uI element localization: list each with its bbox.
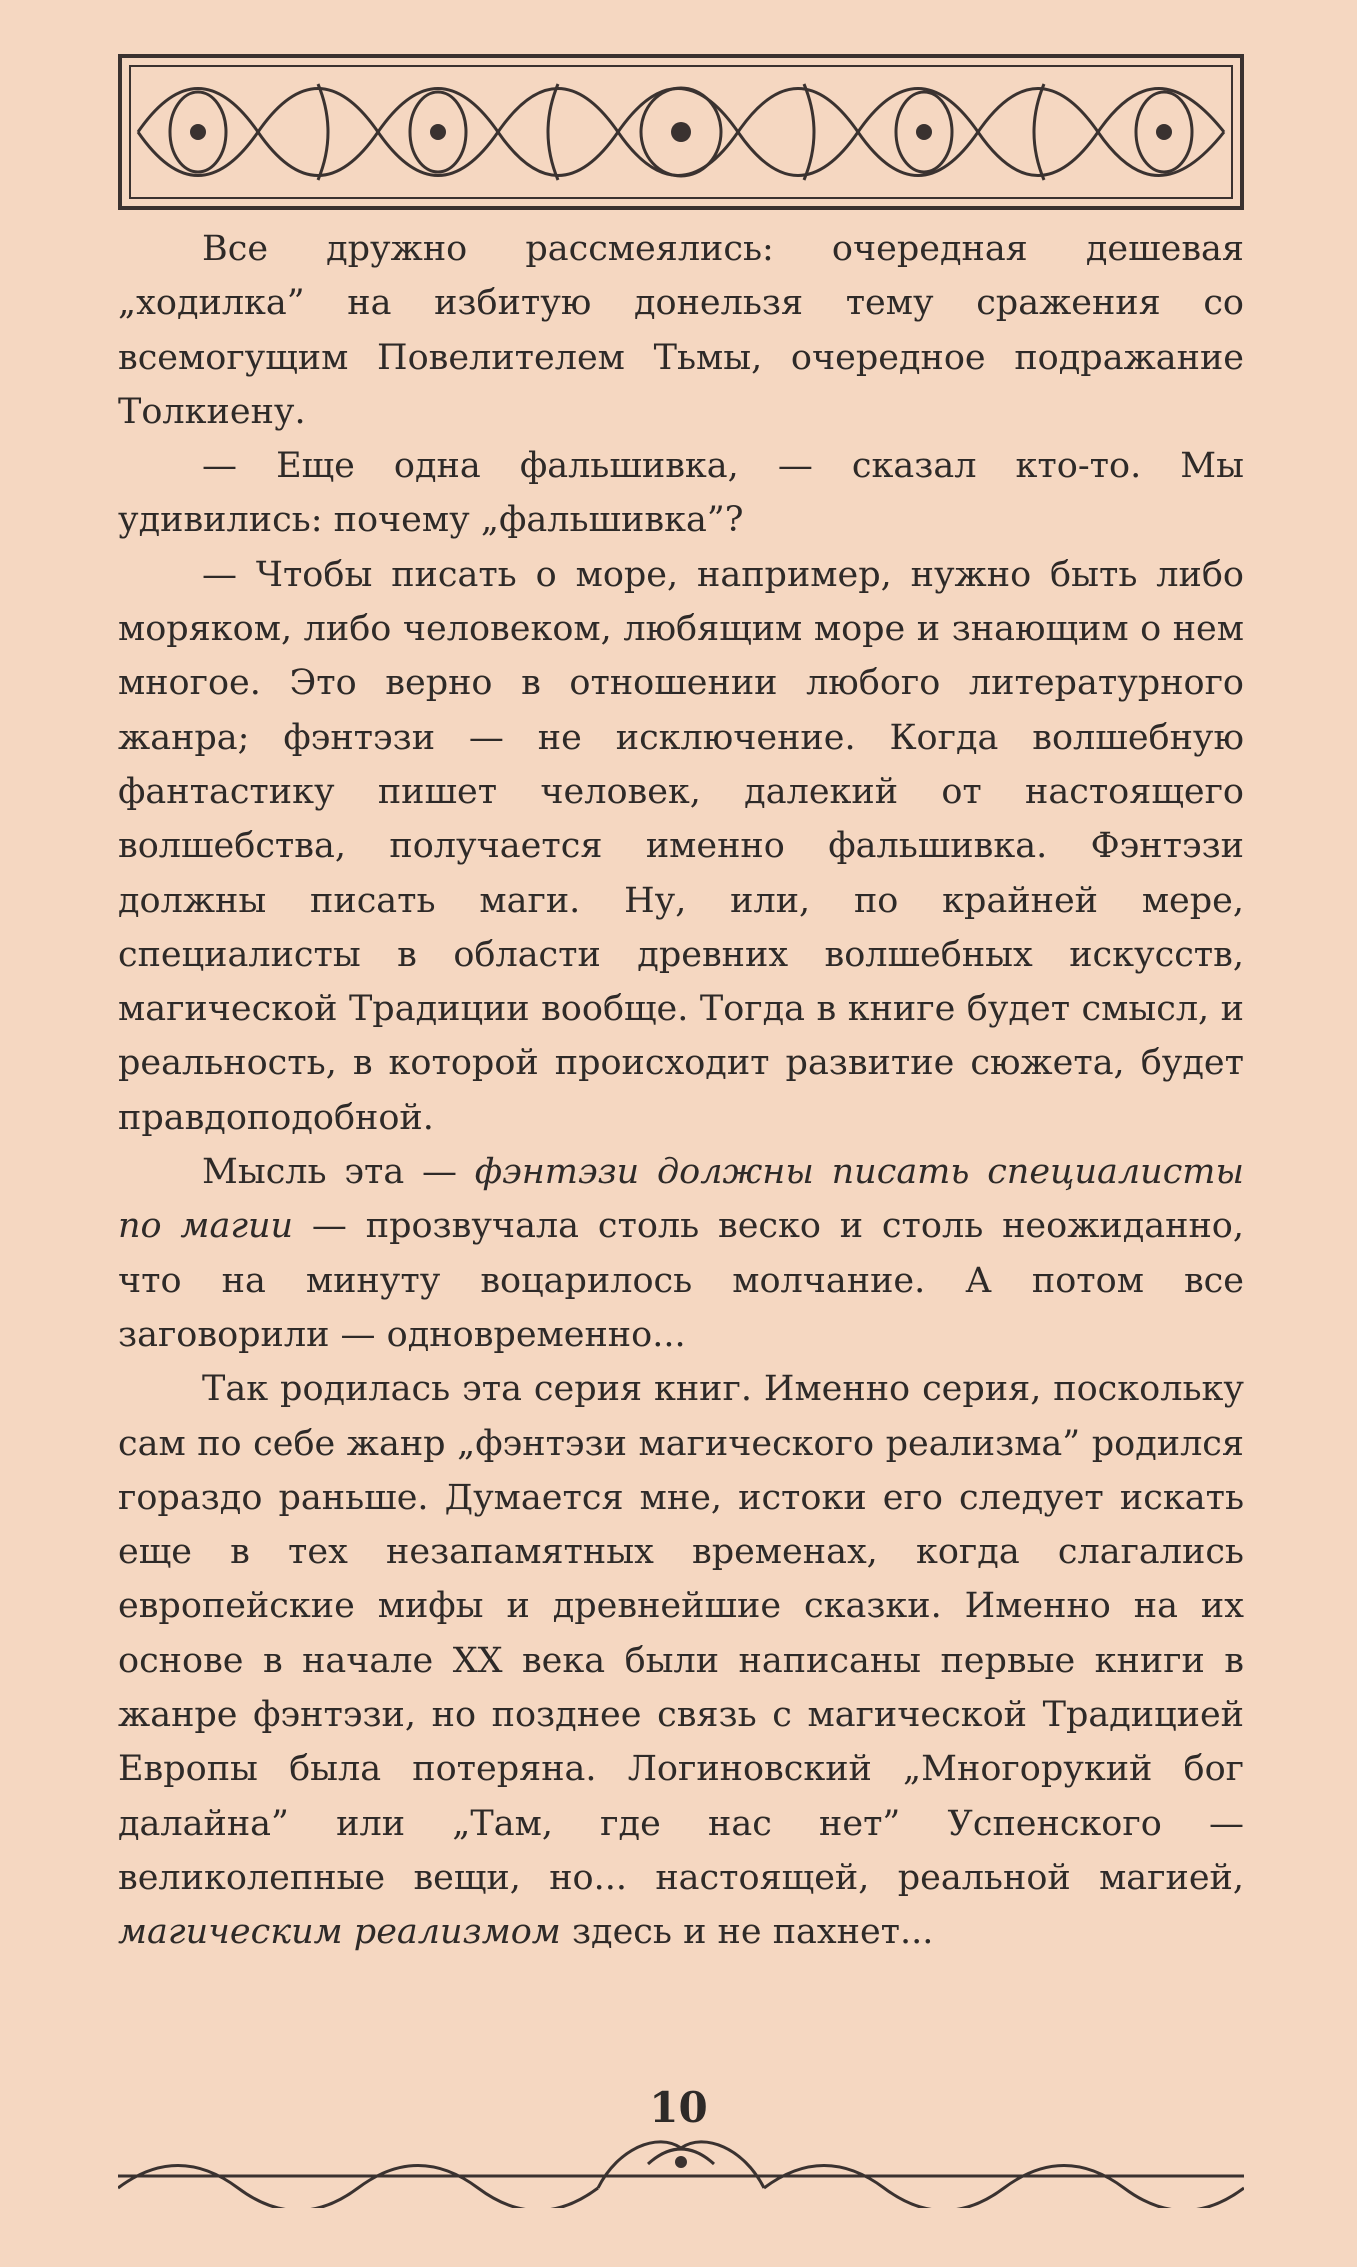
paragraph: Все дружно рассмеялись: очередная дешевая „ходилка” на избитую донельзя тему сражения со всемогущим Повелителем Тьмы, очередное подражание Толкиену. <box>118 229 1244 432</box>
paragraph: — Чтобы писать о море, например, нужно быть либо моряком, либо человеком, любящим море и знающим о нем многое. Это верно в отношении любого литературного жанра; фэнтэзи — не исключение. Когда волшебную фантастику пишет человек, далекий от настоящего волшебства, получается именно фальшивка. Фэнтэзи должны писать маги. Ну, или, по крайней мере, специалисты в области древних волшебных искусств, магической Традиции вообще. Тогда в книге будет смысл, и реальность, в которой происходит развитие сюжета, будет правдоподобной. <box>118 554 1244 1138</box>
italic-phrase: магическим реализмом <box>118 1912 561 1953</box>
page-number: 10 <box>649 2083 708 2132</box>
paragraph: — Еще одна фальшивка, — сказал кто-то. Мы удивились: почему „фальшивка”? <box>118 446 1244 541</box>
body-text <box>118 222 1244 1960</box>
paragraph: Так родилась эта серия книг. Именно серия, поскольку сам по себе жанр „фэнтэзи магического реализма” родился гораздо раньше. Думается мне, истоки его следует искать еще в тех незапамятных временах, когда слагались европейские мифы и древнейшие сказки. Именно на их основе в начале XX века были написаны первые книги в жанре фэнтэзи, но позднее связь с магической Традицией Европы была потеряна. Логиновский „Многорукий бог далайна” или „Там, где нас нет” Успенского — великолепные вещи, но... настоящей, реальной магией, магическим реализмом здесь и не пахнет... <box>118 1369 1244 1953</box>
footer-ornament <box>118 2128 1244 2208</box>
header-ornament <box>118 54 1244 210</box>
paragraph: Мысль эта — фэнтэзи должны писать специалисты по магии — прозвучала столь веско и столь неожиданно, что на минуту воцарилось молчание. А потом все заговорили — одновременно... <box>118 1152 1245 1355</box>
italic-phrase: фэнтэзи должны писать специалисты по магии <box>118 1152 1245 1247</box>
